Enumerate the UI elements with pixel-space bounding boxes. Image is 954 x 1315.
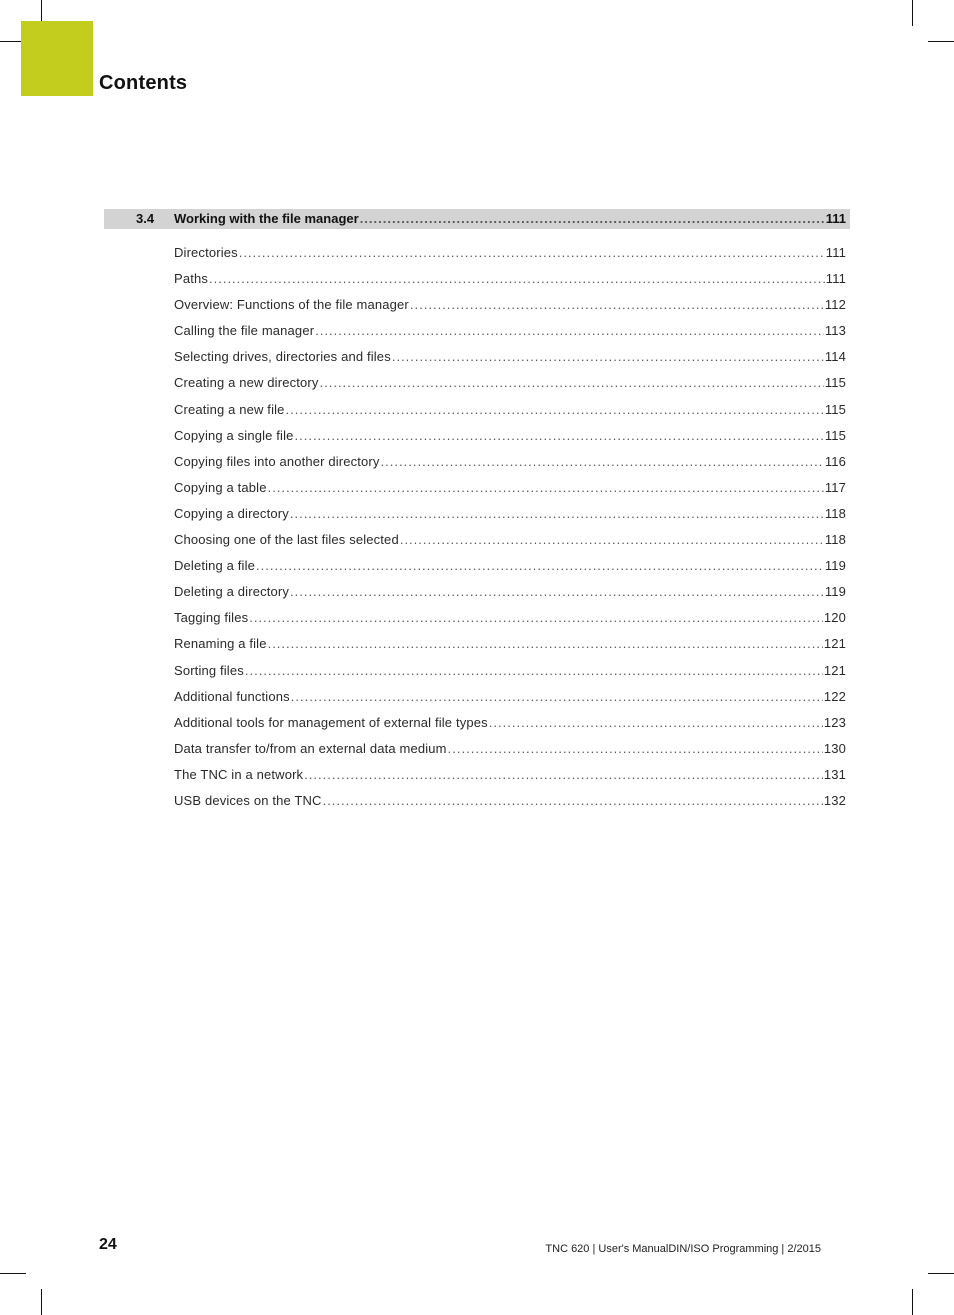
dot-leader (400, 532, 824, 547)
toc-entry-title: The TNC in a network (174, 766, 304, 782)
dot-leader (291, 689, 823, 704)
crop-mark (928, 41, 954, 42)
crop-mark (912, 1289, 913, 1315)
toc-entry-page: 116 (824, 453, 846, 469)
toc-entry[interactable] (174, 767, 846, 793)
toc-entry-page: 121 (823, 636, 846, 652)
toc-entry-page: 121 (823, 662, 846, 678)
toc-entry-title: Paths (174, 271, 208, 287)
toc-entry-page: 132 (823, 792, 846, 808)
toc-entry[interactable] (174, 715, 846, 741)
dot-leader (315, 323, 824, 338)
toc-entry[interactable] (174, 741, 846, 767)
toc-entry-page: 131 (823, 766, 846, 782)
dot-leader (290, 506, 824, 521)
dot-leader (268, 636, 823, 651)
section-title: Working with the file manager (174, 211, 359, 226)
toc-entry-title: Deleting a file (174, 558, 256, 574)
dot-leader (489, 715, 823, 730)
dot-leader (360, 211, 825, 226)
page-title: Contents (99, 72, 188, 94)
toc-entry[interactable] (174, 271, 846, 297)
toc-entry-page: 120 (823, 610, 846, 626)
toc-entry-title: Additional tools for management of external file types (174, 714, 488, 730)
toc-entry[interactable] (174, 375, 846, 401)
toc-entry-title: Copying a single file (174, 427, 294, 443)
toc-entry-page: 111 (825, 245, 846, 260)
toc-entry[interactable] (174, 558, 846, 584)
toc-entry-title: Additional functions (174, 688, 290, 704)
toc-entry-title: USB devices on the TNC (174, 792, 322, 808)
toc-entry-title: Copying files into another directory (174, 453, 380, 469)
toc-entry-page: 115 (824, 401, 846, 417)
toc-entry[interactable] (174, 506, 846, 532)
toc-entry-page: 119 (824, 558, 846, 574)
toc-entry[interactable] (174, 245, 846, 271)
toc-entry[interactable] (174, 480, 846, 506)
toc-entry-title: Copying a directory (174, 505, 289, 521)
dot-leader (256, 558, 824, 573)
dot-leader (209, 271, 825, 286)
dot-leader (245, 663, 823, 678)
dot-leader (286, 402, 824, 417)
toc-entry-title: Calling the file manager (174, 323, 315, 339)
toc-entry[interactable] (174, 323, 846, 349)
toc-entry[interactable] (174, 793, 846, 819)
toc-entry-title: Copying a table (174, 479, 267, 495)
dot-leader (381, 454, 824, 469)
toc-entry[interactable] (174, 428, 846, 454)
toc-entry-page: 115 (824, 427, 846, 443)
toc-entry[interactable] (174, 636, 846, 662)
dot-leader (448, 741, 823, 756)
toc-entry-title: Directories (174, 245, 238, 260)
footer-text: TNC 620 | User's ManualDIN/ISO Programming | 2/2015 (545, 1243, 821, 1255)
section-heading[interactable] (104, 209, 850, 229)
section-page-number: 111 (825, 211, 846, 226)
toc-entry-page: 117 (824, 479, 846, 495)
toc-entry[interactable] (174, 297, 846, 323)
toc-entry[interactable] (174, 454, 846, 480)
toc-entry-page: 119 (824, 584, 846, 600)
toc-entry-title: Selecting drives, directories and files (174, 349, 391, 365)
dot-leader (392, 349, 824, 364)
dot-leader (304, 767, 823, 782)
toc-entry-title: Tagging files (174, 610, 249, 626)
chapter-color-block (21, 21, 93, 96)
dot-leader (295, 428, 824, 443)
dot-leader (290, 584, 824, 599)
toc-entry-title: Overview: Functions of the file manager (174, 297, 409, 313)
toc-entry-page: 113 (824, 323, 846, 339)
toc-entry-page: 130 (823, 740, 846, 756)
crop-mark (41, 1289, 42, 1315)
toc-entry-page: 112 (824, 297, 846, 313)
toc-entry-title: Renaming a file (174, 636, 267, 652)
dot-leader (323, 793, 823, 808)
toc-entry-title: Creating a new directory (174, 375, 319, 391)
toc-entry-title: Choosing one of the last files selected (174, 532, 399, 548)
toc-entry[interactable] (174, 402, 846, 428)
toc-entry-title: Deleting a directory (174, 584, 289, 600)
crop-mark (912, 0, 913, 26)
section-number: 3.4 (136, 211, 155, 226)
page-number: 24 (99, 1236, 117, 1253)
toc-entry-page: 115 (824, 375, 846, 391)
toc-entry[interactable] (174, 532, 846, 558)
toc-entry[interactable] (174, 610, 846, 636)
dot-leader (410, 297, 824, 312)
toc-entry-page: 122 (823, 688, 846, 704)
toc-entry-list (174, 245, 846, 819)
dot-leader (249, 610, 823, 625)
toc-entry-title: Creating a new file (174, 401, 285, 417)
dot-leader (268, 480, 824, 495)
toc-entry[interactable] (174, 689, 846, 715)
toc-entry[interactable] (174, 349, 846, 375)
toc-entry-title: Data transfer to/from an external data medium (174, 740, 447, 756)
crop-mark (0, 1273, 26, 1274)
toc-entry-page: 118 (824, 505, 846, 521)
toc-entry-title: Sorting files (174, 662, 244, 678)
toc-entry-page: 111 (825, 271, 846, 287)
toc-entry-page: 114 (824, 349, 846, 365)
dot-leader (239, 245, 825, 260)
dot-leader (320, 375, 824, 390)
toc-entry-page: 123 (823, 714, 846, 730)
toc-entry[interactable] (174, 584, 846, 610)
toc-entry-page: 118 (824, 532, 846, 548)
crop-mark (928, 1273, 954, 1274)
toc-entry[interactable] (174, 663, 846, 689)
